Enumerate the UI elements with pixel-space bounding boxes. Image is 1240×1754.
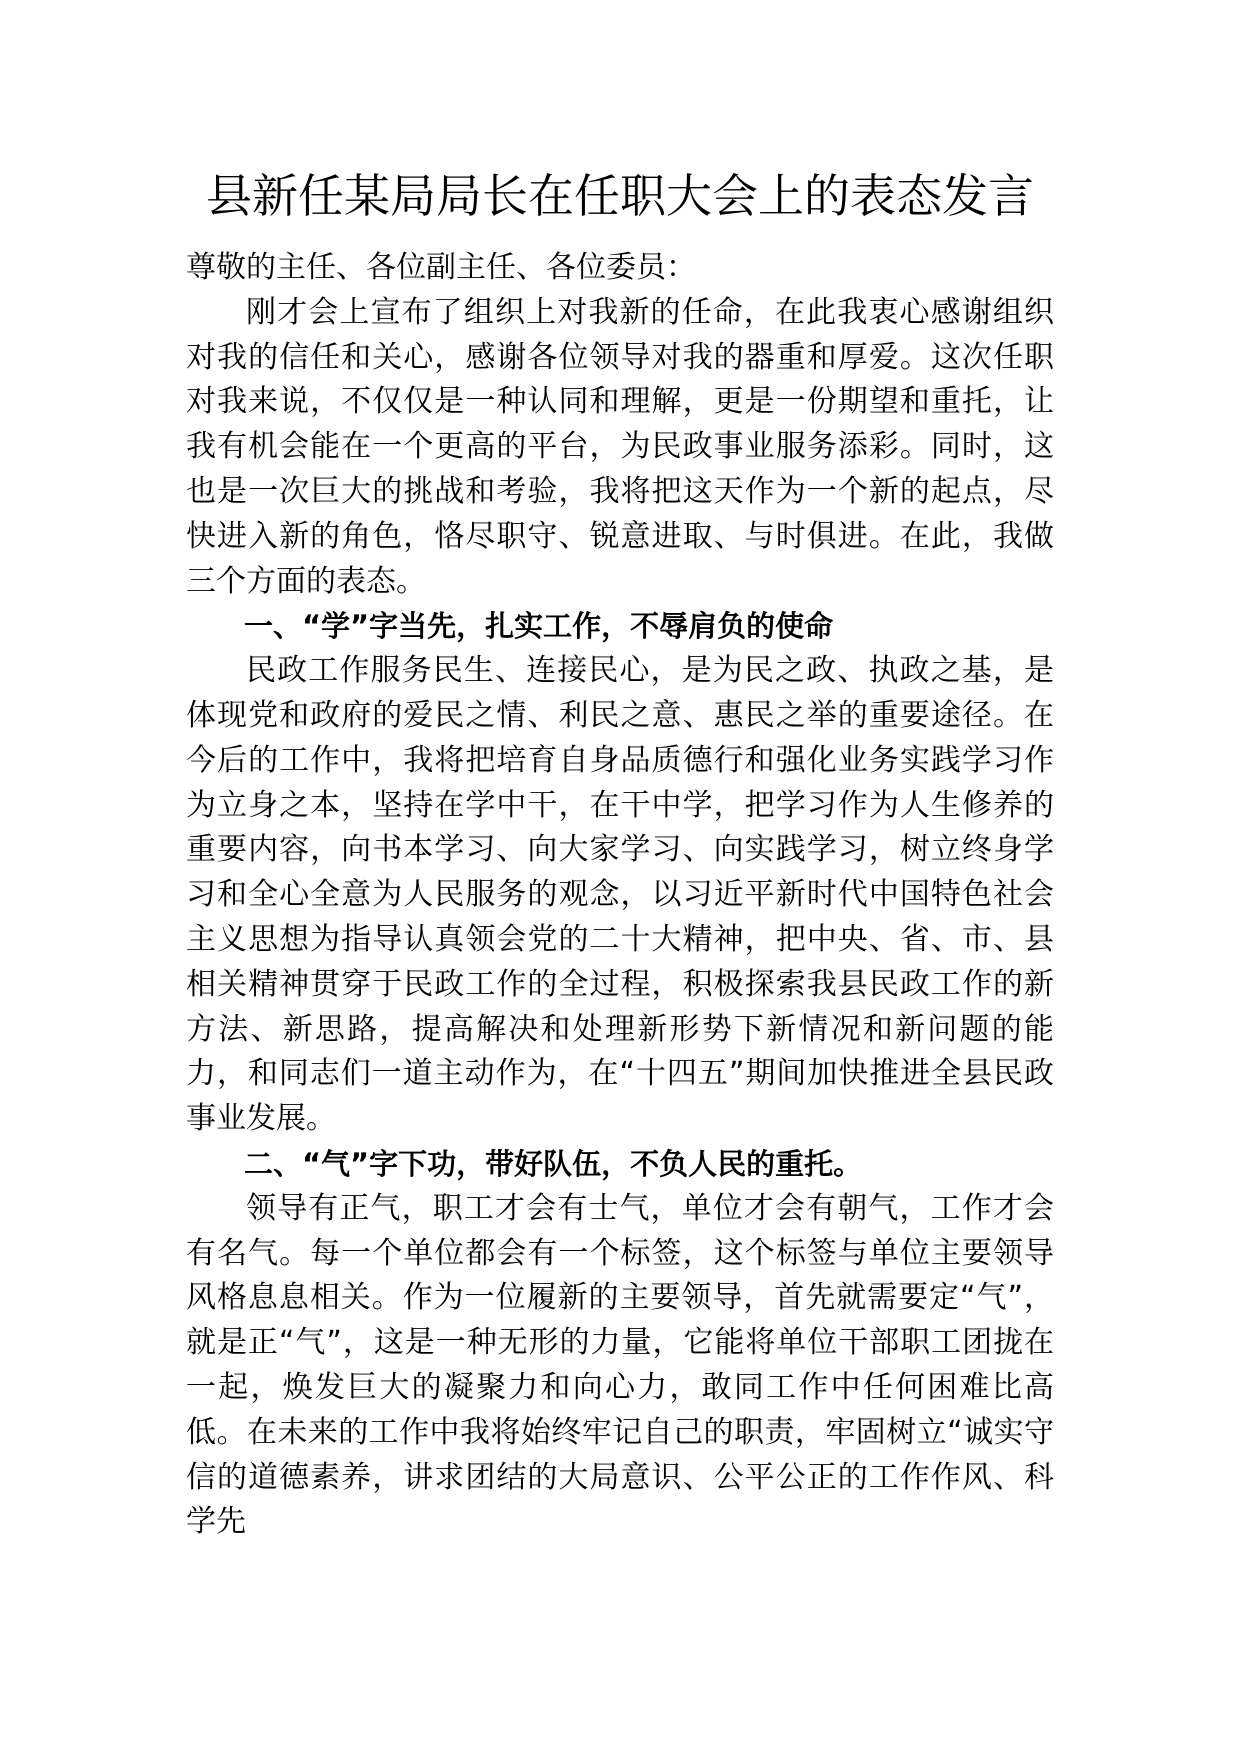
document-body	[186, 246, 1054, 1545]
salutation: 尊敬的主任、各位副主任、各位委员：	[186, 250, 696, 285]
section-heading-2: 二、“气”字下功，带好队伍，不负人民的重托。	[244, 1146, 863, 1181]
document-title: 县新任某局局长在任职大会上的表态发言	[206, 169, 1034, 223]
intro-paragraph: 刚才会上宣布了组织上对我新的任命，在此我衷心感谢组织对我的信任和关心，感谢各位领导对我的器重和厚爱。这次任职对我来说，不仅仅是一种认同和理解，更是一份期望和重托，让我有机会能在一个更高的平台，为民政事业服务添彩。同时，这也是一次巨大的挑战和考验，我将把这天作为一个新的起点，尽快进入新的角色，恪尽职守、锐意进取、与时俱进。在此，我做三个方面的表态。	[186, 294, 1054, 599]
section-heading-1: 一、“学”字当先，扎实工作，不辱肩负的使命	[244, 609, 834, 644]
section-2-paragraph: 领导有正气，职工才会有士气，单位才会有朝气，工作才会有名气。每一个单位都会有一个标签，这个标签与单位主要领导风格息息相关。作为一位履新的主要领导，首先就需要定“气”，就是正“气”，这是一种无形的力量，它能将单位干部职工团拢在一起，焕发巨大的凝聚力和向心力，敢同工作中任何困难比高低。在未来的工作中我将始终牢记自己的职责，牢固树立“诚实守信的道德素养，讲求团结的大局意识、公平公正的工作作风、科学先	[186, 1190, 1054, 1540]
section-1-paragraph: 民政工作服务民生、连接民心，是为民之政、执政之基，是体现党和政府的爱民之情、利民之意、惠民之举的重要途径。在今后的工作中，我将把培育自身品质德行和强化业务实践学习作为立身之本，坚持在学中干，在干中学，把学习作为人生修养的重要内容，向书本学习、向大家学习、向实践学习，树立终身学习和全心全意为人民服务的观念，以习近平新时代中国特色社会主义思想为指导认真领会党的二十大精神，把中央、省、市、县相关精神贯穿于民政工作的全过程，积极探索我县民政工作的新方法、新思路，提高解决和处理新形势下新情况和新问题的能力，和同志们一道主动作为，在“十四五”期间加快推进全县民政事业发展。	[186, 653, 1054, 1137]
